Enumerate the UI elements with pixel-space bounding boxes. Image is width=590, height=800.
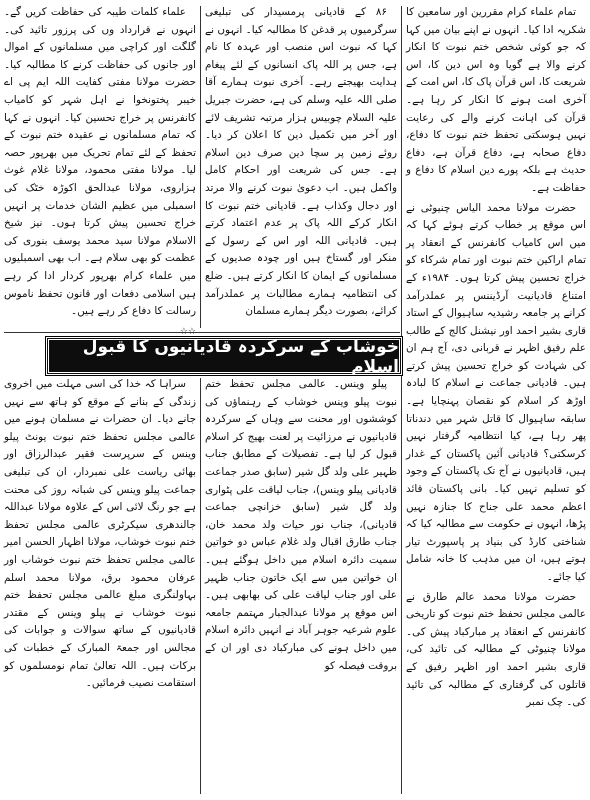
paragraph: حضرت مولانا محمد الیاس چنیوٹی نے اس موقع پر خطاب کرتے ہوئے کہا کہ میں اس کامیاب کانفرنس کے انعقاد پر تمام اراکین ختم نبوت اور تمام شرکاء کو خراج تحسین پیش کرتا ہوں۔ ۱۹۸۴ء کے امتناع قادیانیت آرڈیننس پر عملدرآمد کرانے پر جامعہ رشیدیہ ساہیوال کے استاد قاری بشیر احمد اور نیشنل کالج کے طالب علم رفیق اظہر نے قربانی دی، آج ہم ان کی شہادت کو خراج تحسین پیش کرتے ہیں۔ قادیانی جماعت نے اسلام کا لبادہ اوڑھ کر اسلام کو نقصان پہنچایا ہے۔ سابقہ ساہیوال کا قاتل شہر میں دندناتا پھر رہا ہے، کیا انتظامیہ گرفتار نہیں کرسکتی؟ قادیانی آئین پاکستان کے غدار ہیں، قادیانیوں نے آج تک پاکستان کے وجود کو تسلیم نہیں کیا۔ بانی پاکستان قائد اعظم محمد علی جناح کا جنازہ نہیں پڑھا، انہوں نے حکومت سے مطالبہ کیا کہ شناختی کارڈ کی بنیاد پر پاسپورٹ تیار ہوتے ہیں، ان میں مذہب کا خانہ شامل کیا جائے۔	[406, 201, 586, 583]
paragraph: حضرت مولانا محمد عالم طارق نے عالمی مجلس تحفظ ختم نبوت کو تاریخی کانفرنس کے انعقاد پر مبارکباد پیش کی۔ مولانا چنیوٹی کے مطالبہ کی تائید کی، قاری بشیر احمد اور اظہر رفیق کے قاتلوں کی گرفتاری کے مطالبہ کی تائید کی۔ چک نمبر	[406, 590, 586, 709]
column-middle-top	[205, 4, 397, 328]
headline-text: خوشاب کے سرکردہ قادیانیوں کا قبول اسلام	[82, 336, 399, 377]
article-box-top-border	[4, 332, 400, 333]
article-headline	[46, 337, 402, 375]
paragraph: پیلو وینس۔ عالمی مجلس تحفظ ختم نبوت پیلو وینس خوشاب کے رہنماؤں کی کوششوں اور محنت سے وہاں کے سرکردہ قادیانیوں نے مرزائیت پر لعنت بھیج کر اسلام قبول کر لیا ہے۔ تفصیلات کے مطابق جناب ظہیر علی ولد گل شیر (سابق صدر جماعت قادیانی پیلو وینس)، جناب لیاقت علی پٹواری ولد گل شیر (سابق خزانچی جماعت قادیانی)، جناب نور حیات ولد محمد خان، جناب طارق اقبال ولد غلام عباس دو خواتین سمیت دائرہ اسلام میں داخل ہوگئے ہیں۔ ان خواتین میں سے ایک خاتون جناب ظہیر علی اور جناب لیاقت علی کی بھابھی ہیں۔ اس موقع پر مولانا عبدالجبار مہتمم جامعہ علوم شرعیہ جوہر آباد نے انہیں دائرہ اسلام میں داخل ہونے کی مبارکباد دی اور ان کے بروقت فیصلہ کو	[205, 378, 397, 672]
paragraph: سراہا کہ خدا کی اسی مہلت میں اخروی زندگی کے بنانے کے موقع کو ہاتھ سے نہیں جانے دیا۔ ان حضرات نے مسلمان ہونے میں عالمی مجلس تحفظ ختم نبوت یونٹ پیلو وینس کے سرپرست فقیر عبدالرزاق اور بھائی ریاست علی نمبردار، ان کی تبلیغی جماعت پیلو وینس کی شبانہ روز کی محنت ہے جو رنگ لائی اس کے علاوہ مولانا عبداللہ جالندھری سیکرٹری عالمی مجلس تحفظ ختم نبوت خوشاب، مولانا اظہار الحسن امیر عالمی مجلس تحفظ ختم نبوت خوشاب اور عرفان محمود برق، مولانا محمد اسلم بہاولنگری مبلغ عالمی مجلس تحفظ ختم نبوت خوشاب نے پیلو وینس کے مقتدر قادیانیوں کے ساتھ سوالات و جوابات کی مجالس اور جمعۃ المبارک کے خطبات کی برکات ہیں۔ اللہ تعالیٰ تمام نومسلموں کو استقامت نصیب فرمائیں۔	[4, 378, 196, 690]
paragraph: ۸۶ کے قادیانی پرمسیدار کی تبلیغی سرگرمیوں پر قدغن کا مطالبہ کیا۔ انہوں نے کہا کہ نبوت اس منصب اور عہدہ کا نام ہے، جس پر اللہ پاک انسانوں کے لئے پیغام ہدایت بھیجتے رہے۔ آخری نبوت ہمارے آقا صلی اللہ علیہ وسلم کی ہے، حضرت جبریل علیہ السلام چوبیس ہزار مرتبہ تشریف لائے اور آخر میں تکمیل دین کا اعلان کر دیا۔ روئے زمین پر سچا دین صرف دین اسلام ہے۔ جس کی شریعت اور احکام کامل واکمل ہیں۔ اب دعویٰ نبوت کرنے والا مرتد اور دجال وکذاب ہے۔ قادیانی ختم نبوت کا انکار کرکے اللہ پاک پر عدم اعتماد کرتے ہیں۔ قادیانی اللہ اور اس کے رسول کے منکر اور گستاخ ہیں اور چودہ صدیوں کے مسلمانوں کے ایمان کا انکار کرتے ہیں۔ ضلع کی انتظامیہ ہمارے مطالبات پر عملدرآمد کرائے، بصورت دیگر ہمارے مسلمان	[205, 6, 397, 318]
column-divider-right	[401, 6, 402, 794]
article-column-right	[205, 376, 397, 794]
paragraph: تمام علماء کرام مقررین اور سامعین کا شکریہ ادا کیا۔ انہوں نے اپنے بیان میں کہا کہ جو کوئی شخص ختم نبوت کا انکار کرنے والا ہے گویا وہ اس دین کا، اس شریعت کا، اس قرآن پاک کا، اس امت کے آخری امت ہونے کا انکار کر رہا ہے۔ قرآن کی اہانت کرنے والے کی رعایت نہیں ہوسکتی تحفظ ختم نبوت کا دفاع، دفاع صحابہ ہے، دفاع قرآن ہے، دفاع حدیث ہے بلکہ پورے دین اسلام کا دفاع و حفاظت ہے۔	[406, 6, 586, 194]
article-divider	[200, 378, 201, 794]
article-column-left	[4, 376, 196, 794]
column-left-top	[4, 4, 196, 328]
column-divider-left	[200, 6, 201, 328]
column-right	[406, 4, 586, 798]
paragraph: علماء کلمات طیبہ کی حفاظت کریں گے۔ انہوں نے قرارداد وں کی پرزور تائید کی۔ گلگت اور کراچی میں مسلمانوں کے اموال اور جانوں کی حفاظت کرنے کا مطالبہ کیا۔ حضرت مولانا مفتی کفایت اللہ ایم پی اے خیبر پختونخوا نے اہل شہر کو کامیاب کانفرنس پر خراج تحسین کیا۔ انہوں نے کہا کہ تمام مسلمانوں نے عقیدہ ختم نبوت کے تحفظ کے لئے تمام تحریک میں بھرپور حصہ لیا۔ مولانا مفتی محمود، مولانا غلام غوث ہزاروی، مولانا عبدالحق اکوڑہ خٹک کی اسمبلی میں عظیم الشان خدمات پر انہیں خراج تحسین پیش کرتا ہوں۔ نیز شیخ الاسلام مولانا سید محمد یوسف بنوری کی عظمت کو بھی سلام ہے۔ اب بھی اسمبلیوں میں علماء کرام بھرپور کردار ادا کر رہے ہیں اسلامی دفعات اور قانون تحفظ ناموس رسالت کا دفاع کر رہے ہیں۔	[4, 6, 196, 318]
